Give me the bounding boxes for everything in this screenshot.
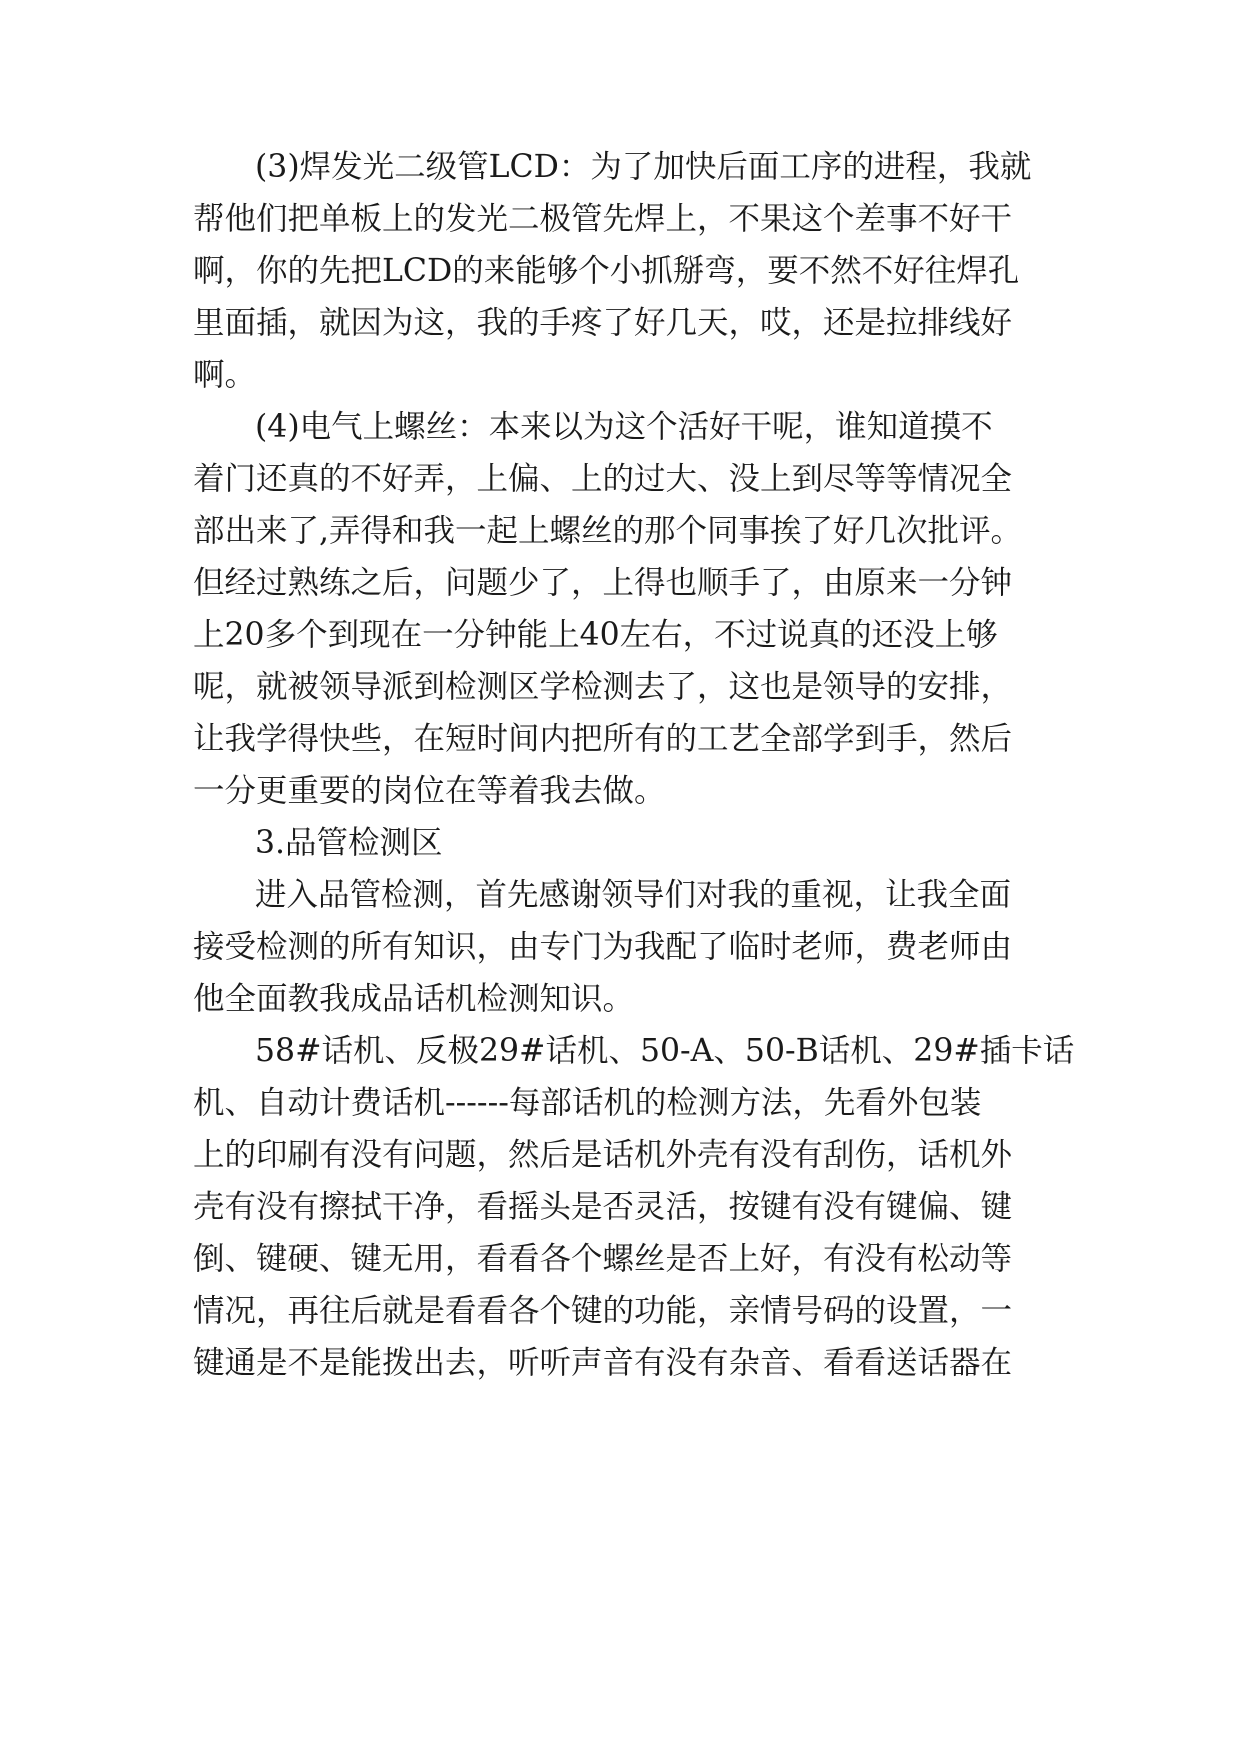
paragraph-electrical-screws-line-7: 让我学得快些，在短时间内把所有的工艺全部学到手，然后 [193, 721, 1013, 757]
paragraph-phone-models-check-line-7: 键通是不是能拨出去，听听声音有没有杂音、看看送话器在 [193, 1345, 1013, 1381]
paragraph-electrical-screws-line-4: 但经过熟练之后，问题少了，上得也顺手了，由原来一分钟 [193, 565, 1013, 601]
paragraph-welding-led-line-4: 里面插，就因为这，我的手疼了好几天，哎，还是拉排线好 [193, 305, 1013, 341]
paragraph-electrical-screws-line-1: (4)电气上螺丝：本来以为这个活好干呢，谁知道摸不 [255, 409, 993, 445]
paragraph-electrical-screws-line-8: 一分更重要的岗位在等着我去做。 [193, 773, 666, 809]
paragraph-phone-models-check-line-5: 倒、键硬、键无用，看看各个螺丝是否上好，有没有松动等 [193, 1241, 1013, 1277]
paragraph-quality-inspection-intro-line-2: 接受检测的所有知识，由专门为我配了临时老师，费老师由 [193, 929, 1013, 965]
paragraph-welding-led-line-2: 帮他们把单板上的发光二极管先焊上，不果这个差事不好干 [193, 201, 1013, 237]
paragraph-phone-models-check-line-2: 机、自动计费话机------每部话机的检测方法，先看外包装 [193, 1085, 982, 1121]
paragraph-phone-models-check-line-3: 上的印刷有没有问题，然后是话机外壳有没有刮伤，话机外 [193, 1137, 1013, 1173]
paragraph-electrical-screws-line-3: 部出来了,弄得和我一起上螺丝的那个同事挨了好几次批评。 [193, 513, 1023, 549]
paragraph-electrical-screws-line-6: 呢，就被领导派到检测区学检测去了，这也是领导的安排， [193, 669, 1013, 705]
paragraph-quality-inspection-intro-line-3: 他全面教我成品话机检测知识。 [193, 981, 635, 1017]
paragraph-electrical-screws-line-5: 上20多个到现在一分钟能上40左右，不过说真的还没上够 [193, 617, 998, 653]
paragraph-welding-led-line-1: (3)焊发光二级管LCD：为了加快后面工序的进程，我就 [255, 149, 1032, 185]
paragraph-welding-led-line-5: 啊。 [193, 357, 257, 393]
paragraph-electrical-screws-line-2: 着门还真的不好弄，上偏、上的过大、没上到尽等等情况全 [193, 461, 1013, 497]
paragraph-quality-inspection-intro-line-1: 进入品管检测，首先感谢领导们对我的重视，让我全面 [255, 877, 1012, 913]
paragraph-welding-led-line-3: 啊，你的先把LCD的来能够个小抓掰弯，要不然不好往焊孔 [193, 253, 1020, 289]
section-heading: 3.品管检测区 [255, 825, 443, 861]
paragraph-phone-models-check-line-6: 情况，再往后就是看看各个键的功能，亲情号码的设置，一 [193, 1293, 1013, 1329]
paragraph-phone-models-check-line-4: 壳有没有擦拭干净，看摇头是否灵活，按键有没有键偏、键 [193, 1189, 1013, 1225]
paragraph-phone-models-check-line-1: 58#话机、反极29#话机、50-A、50-B话机、29#插卡话 [255, 1033, 1075, 1069]
